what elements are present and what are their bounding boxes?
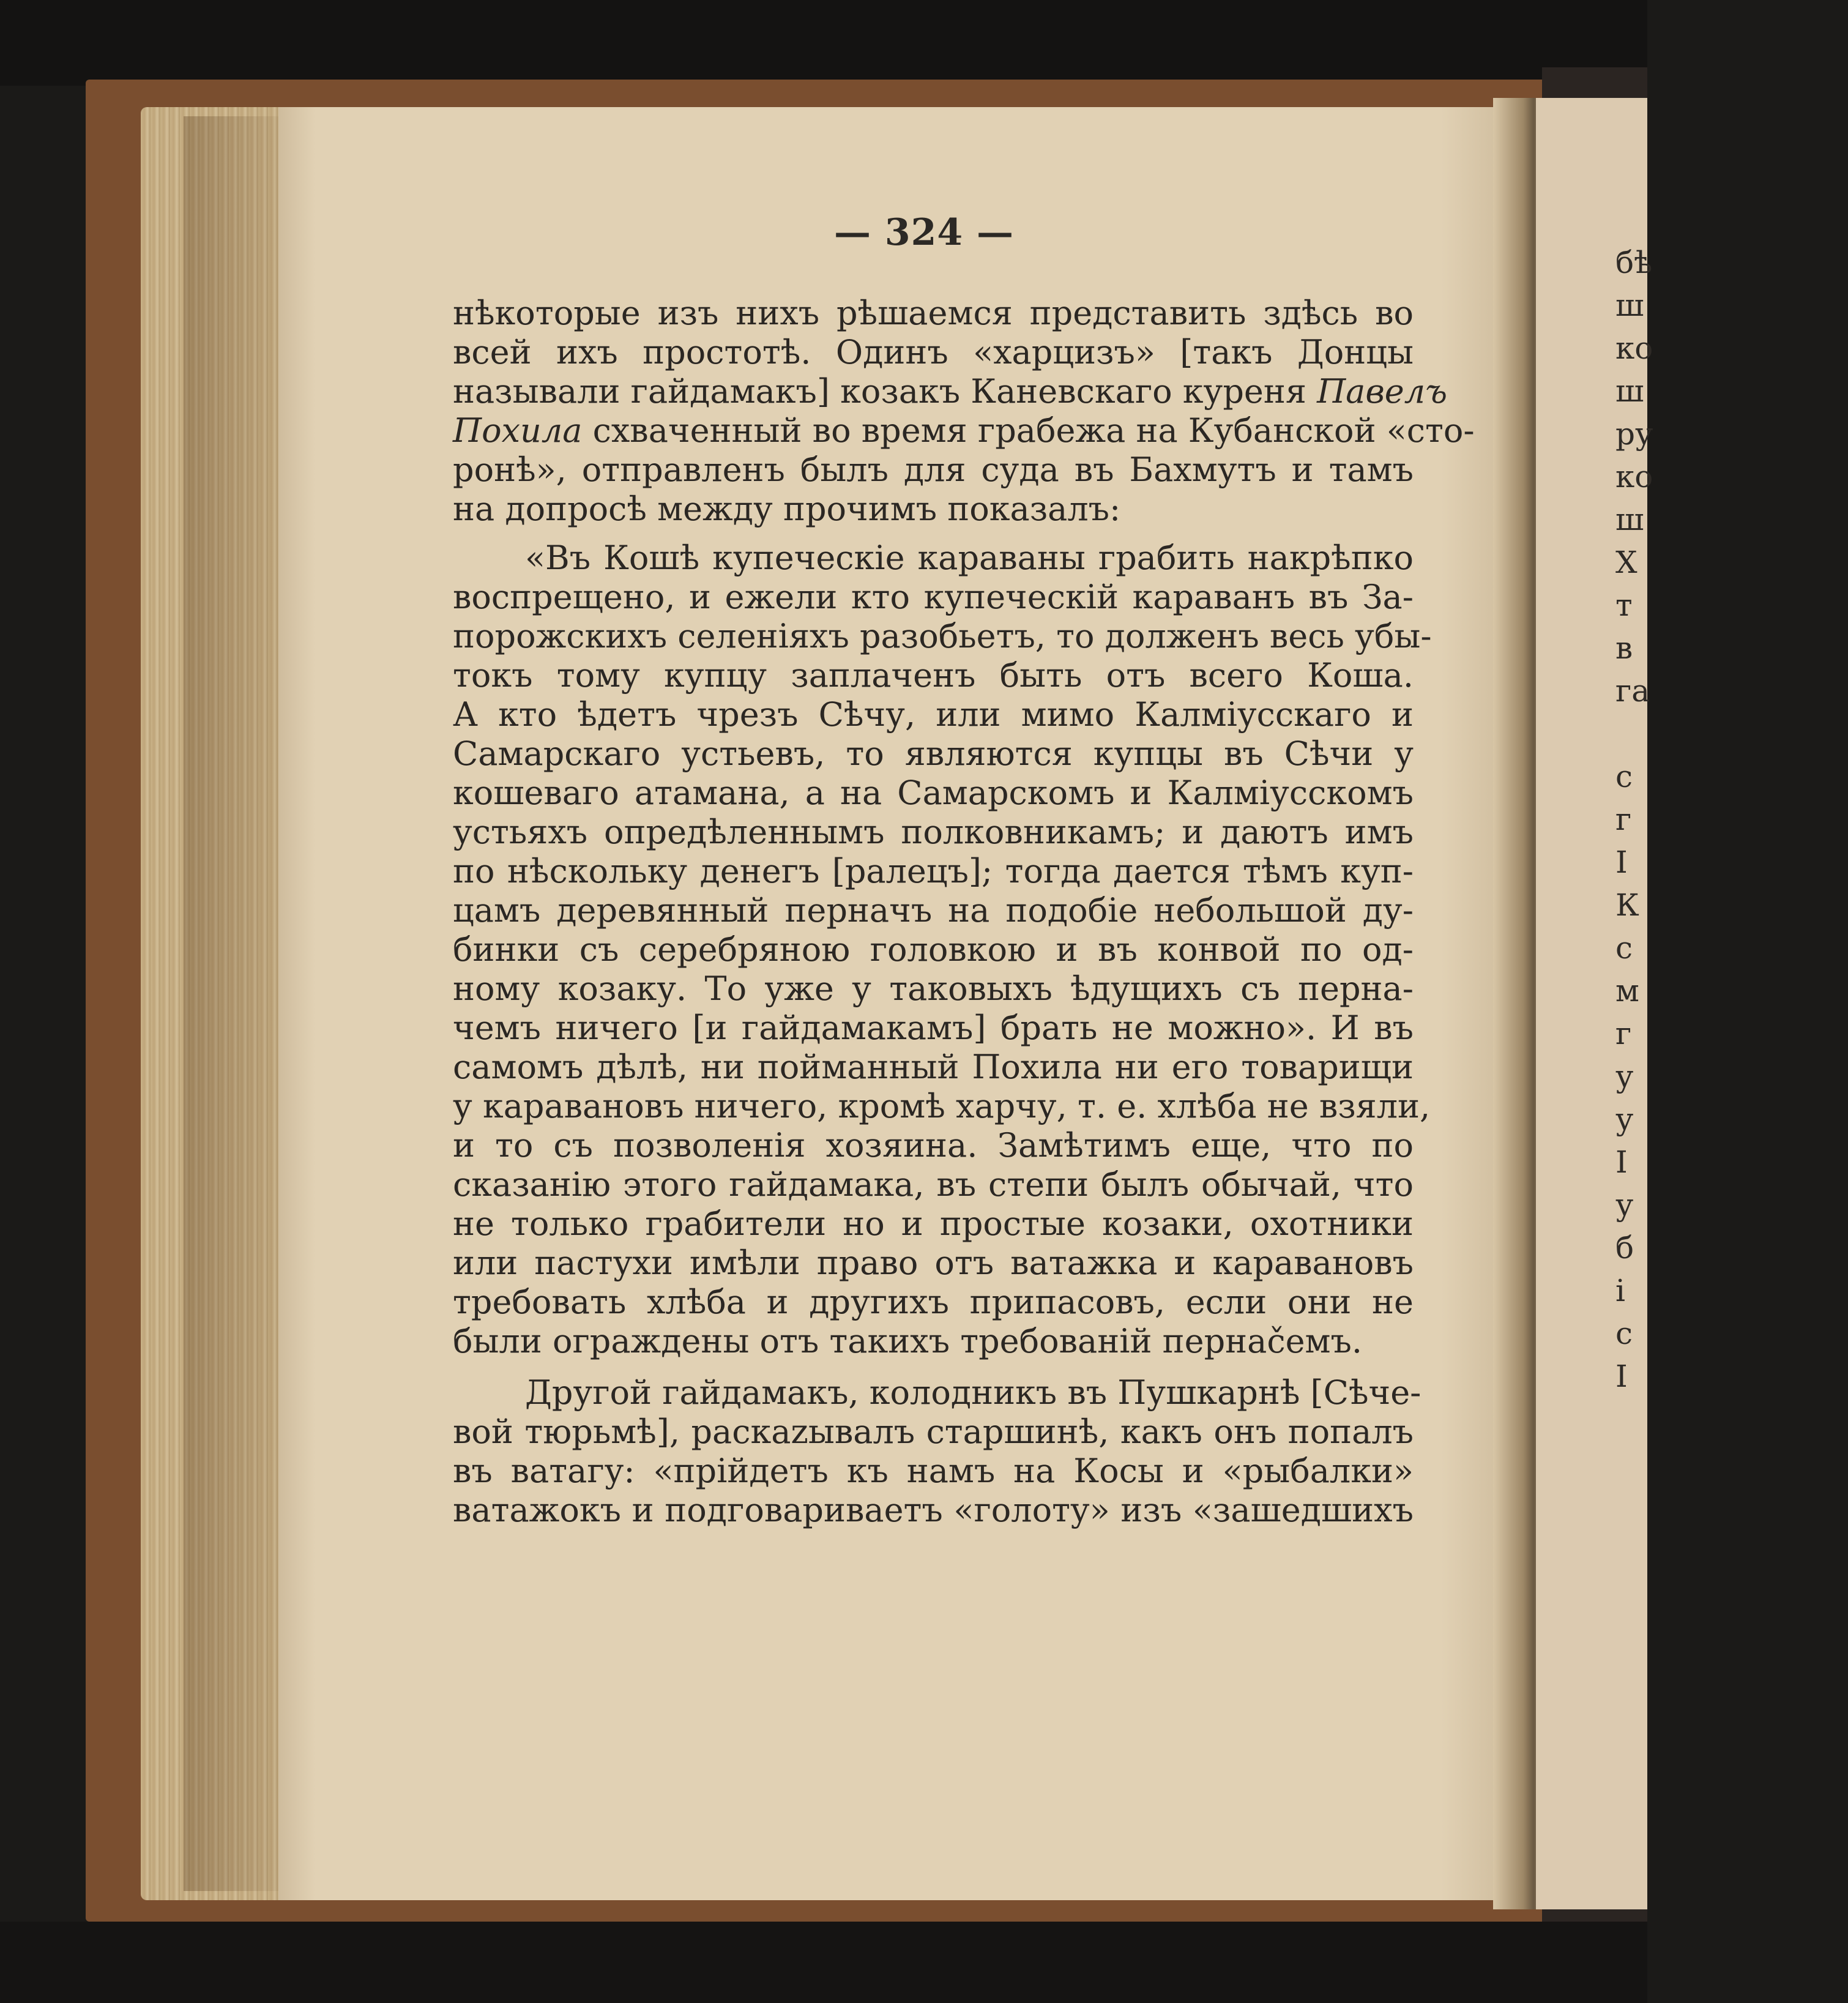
text-line: воспрещено, и ежели кто купеческій караванъ въ За- [453, 578, 1414, 616]
text-line: ватажокъ и подговариваетъ «голоту» изъ «зашедшихъ [453, 1491, 1414, 1529]
right-fragment: ко [1615, 330, 1653, 366]
text-line: бинки съ серебряною головкою и въ конвой по од- [453, 930, 1414, 969]
text-line: и то съ позволенія хозяина. Замѣтимъ еще, что по [453, 1126, 1414, 1165]
right-fragment: у [1615, 1187, 1634, 1223]
text-line [453, 372, 1448, 411]
right-fragment: Х [1615, 545, 1637, 580]
right-fragment: I [1615, 1144, 1628, 1180]
right-fragment: т [1615, 587, 1633, 623]
right-fragment: с [1615, 930, 1633, 966]
right-fragment: I [1615, 1359, 1628, 1394]
text-line [453, 411, 1475, 450]
background-top [0, 0, 1647, 86]
text-line: по нѣскольку денегъ [ралецъ]; тогда дается тѣмъ куп- [453, 852, 1414, 890]
right-fragment: ш [1615, 502, 1644, 537]
text-line: порожскихъ селеніяхъ разобьетъ, то долженъ весь убы- [453, 617, 1432, 655]
text-line: вой тюрьмѣ], раскazывалъ старшинѣ, какъ онъ попалъ [453, 1412, 1414, 1451]
right-fragment: в [1615, 630, 1633, 666]
text-line: всей ихъ простотѣ. Одинъ «харцизъ» [такъ Донцы [453, 333, 1414, 371]
text-line: сказанію этого гайдамака, въ степи былъ обычай, что [453, 1165, 1414, 1204]
text-line: ронѣ», отправленъ былъ для суда въ Бахмутъ и тамъ [453, 450, 1414, 489]
right-fragment: м [1615, 973, 1639, 1009]
right-fragment: га [1615, 673, 1650, 709]
text-line: чемъ ничего [и гайдамакамъ] брать не можно». И въ [453, 1009, 1414, 1047]
page-number: — 324 — [833, 211, 1015, 254]
text-line: токъ тому купцу заплаченъ быть отъ всего Коша. [453, 656, 1414, 695]
right-fragment: ру [1615, 416, 1653, 452]
page-edges-shadow [184, 116, 281, 1891]
right-fragment: і [1615, 1273, 1625, 1308]
text-line: въ ватагу: «прійдетъ къ намъ на Косы и «рыбалки» [453, 1452, 1414, 1490]
text-line: требовать хлѣба и другихъ припасовъ, если они не [453, 1283, 1414, 1321]
text-line: «Въ Кошѣ купеческіе караваны грабить накрѣпко [525, 539, 1414, 577]
right-fragment: б [1615, 1230, 1634, 1266]
text-line: не только грабители но и простые козаки, охотники [453, 1204, 1414, 1243]
text-line: цамъ деревянный перначъ на подобіе небольшой ду- [453, 891, 1414, 930]
text-line: были ограждены отъ такихъ требованій пернačемъ. [453, 1322, 1363, 1360]
right-fragment: ш [1615, 373, 1644, 409]
right-fragment: ко [1615, 459, 1653, 494]
italic-name: Павелъ [1317, 372, 1448, 411]
text-line: у каравановъ ничего, кромѣ харчу, т. е. хлѣба не взяли, [453, 1087, 1431, 1125]
text-line: ному козаку. То уже у таковыхъ ѣдущихъ съ перна- [453, 969, 1414, 1008]
right-fragment: с [1615, 1316, 1633, 1351]
right-fragment: I [1615, 845, 1628, 880]
italic-name: Похила [453, 411, 583, 450]
background-bottom [0, 1922, 1647, 2003]
text-line: или пастухи имѣли право отъ ватажка и каравановъ [453, 1244, 1414, 1282]
text-line: устьяхъ опредѣленнымъ полковникамъ; и даютъ имъ [453, 813, 1414, 851]
right-fragment: с [1615, 759, 1633, 794]
text-line: кошеваго атамана, а на Самарскомъ и Калміусскомъ [453, 774, 1414, 812]
right-fragment: ш [1615, 288, 1644, 323]
right-fragment: бѣ [1615, 245, 1653, 280]
right-fragment: К [1615, 887, 1639, 923]
right-fragment: г [1615, 802, 1632, 837]
text-line: самомъ дѣлѣ, ни пойманный Похила ни его товарищи [453, 1048, 1414, 1086]
text-fragment: схваченный во время грабежа на Кубанской «сто- [592, 411, 1475, 450]
right-fragment: у [1615, 1059, 1634, 1094]
text-line: нѣкоторые изъ нихъ рѣшаемся представить здѣсь во [453, 294, 1414, 332]
text-line: Самарскаго устьевъ, то являются купцы въ Сѣчи у [453, 734, 1414, 773]
right-fragment: г [1615, 1016, 1632, 1051]
text-line: Другой гайдамакъ, колодникъ въ Пушкарнѣ [Сѣче- [525, 1373, 1421, 1412]
text-line: А кто ѣдетъ чрезъ Сѣчу, или мимо Калміусскаго и [453, 695, 1414, 734]
right-fragment: у [1615, 1102, 1634, 1137]
text-line: на допросѣ между прочимъ показалъ: [453, 490, 1121, 528]
text-fragment: называли гайдамакъ] козакъ Каневскаго куреня [453, 372, 1306, 411]
